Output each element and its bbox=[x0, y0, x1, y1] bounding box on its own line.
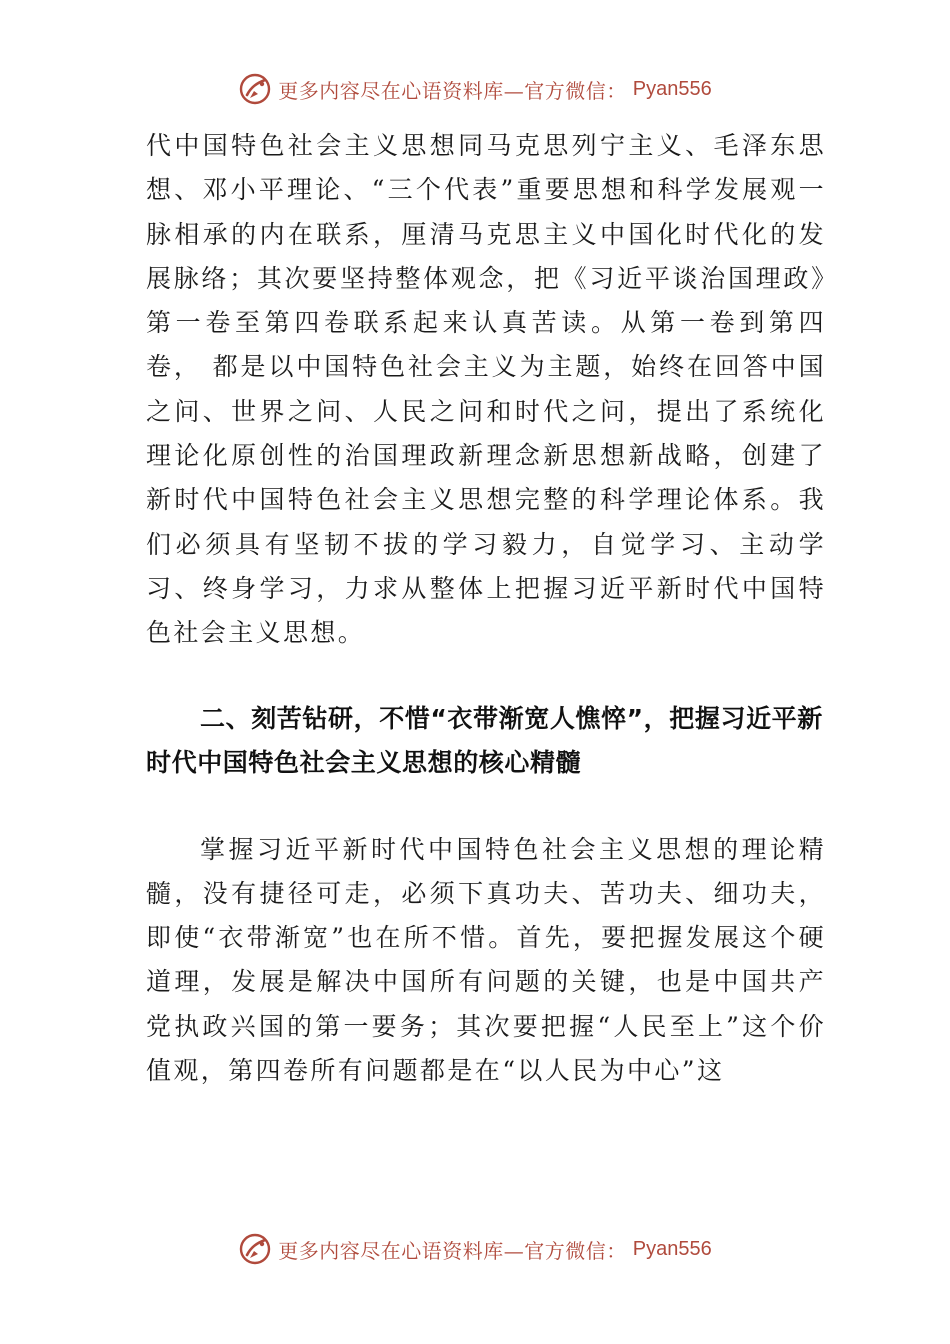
banner-text: 更多内容尽在心语资料库—官方微信： bbox=[278, 1238, 627, 1263]
paragraph-section-two: 掌握习近平新时代中国特色社会主义思想的理论精髓，没有捷径可走，必须下真功夫、苦功夫、细功夫，即使“衣带渐宽”也在所不惜。首先，要把握发展这个硬道理，发展是解决中国所有问题的关键，也是中国共产党执政兴国的第一要务；其次要把握“人民至上”这个价值观，第四卷所有问题都是在“以人民为中心”这 bbox=[146, 834, 826, 1086]
banner-wechat-id: Pyan556 bbox=[632, 77, 712, 100]
pen-logo-icon bbox=[238, 72, 272, 106]
pen-logo-icon bbox=[238, 1232, 272, 1266]
footer-watermark-banner bbox=[0, 1232, 950, 1266]
paragraph-continuation: 代中国特色社会主义思想同马克思列宁主义、毛泽东思想、邓小平理论、“三个代表”重要思想和科学发展观一脉相承的内在联系，厘清马克思主义中国化时代化的发展脉络；其次要坚持整体观念，把《习近平谈治国理政》第一卷至第四卷联系起来认真苦读。从第一卷到第四卷， 都是以中国特色社会主义为主题，始终在回答中国之问、世界之问、人民之问和时代之问，提出了系统化理论化原创性的治国理政新理念新思想新战略，创建了新时代中国特色社会主义思想完整的科学理论体系。我们必须具有坚韧不拔的学习毅力，自觉学习、主动学习、终身学习，力求从整体上把握习近平新时代中国特色社会主义思想。 bbox=[146, 131, 826, 648]
header-watermark-banner bbox=[0, 72, 950, 106]
banner-wechat-id: Pyan556 bbox=[632, 1237, 712, 1260]
document-body bbox=[146, 124, 826, 1093]
banner-text: 更多内容尽在心语资料库—官方微信： bbox=[278, 78, 627, 103]
section-heading: 二、刻苦钻研，不惜“衣带渐宽人憔悴”，把握习近平新时代中国特色社会主义思想的核心精髓 bbox=[146, 703, 823, 778]
